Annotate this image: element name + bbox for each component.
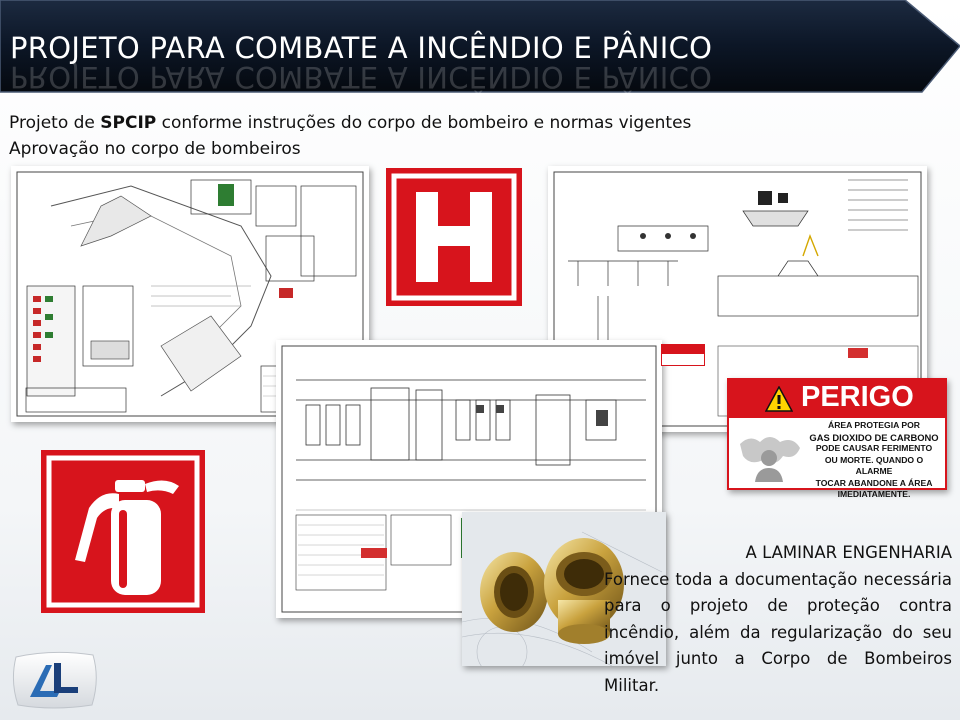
perigo-line: GAS DIOXIDO DE CARBONO — [809, 431, 939, 443]
logo-icon — [8, 647, 98, 712]
laminar-heading: A LAMINAR ENGENHARIA — [745, 543, 952, 562]
extinguisher-sign — [41, 450, 205, 613]
perigo-line: PODE CAUSAR FERIMENTO — [815, 443, 933, 453]
perigo-text — [807, 420, 941, 501]
perigo-header — [729, 380, 945, 418]
perigo-label: PERIGO — [801, 381, 914, 413]
intro-prefix: Projeto de — [9, 113, 101, 133]
intro-line-1 — [9, 113, 691, 133]
title-banner — [0, 0, 960, 98]
intro-spcip: SPCIP — [100, 113, 157, 133]
perigo-sign — [727, 378, 947, 499]
small-warning-tag — [661, 344, 705, 366]
perigo-line: ÁREA PROTEGIA POR — [828, 420, 920, 430]
perigo-line: OU MORTE. QUANDO O ALARME — [824, 454, 924, 476]
page-title-reflection: PROJETO PARA COMBATE A INCÊNDIO E PÂNICO — [10, 60, 713, 94]
warning-triangle-icon — [765, 386, 793, 412]
hydrant-h-icon — [386, 168, 522, 306]
hydrant-sign — [386, 168, 522, 306]
company-logo — [8, 647, 98, 712]
small-warning-tag-band — [662, 345, 704, 354]
laminar-body: Fornece toda a documentação necessária para o projeto de proteção contra incêndio, além da regularização do seu imóvel junto a Corpo de Bombeiros Militar. — [604, 569, 952, 695]
gas-person-icon — [735, 424, 805, 482]
intro-line-2: Aprovação no corpo de bombeiros — [9, 139, 301, 159]
perigo-line: TOCAR ABANDONE A ÁREA — [815, 477, 933, 488]
intro-suffix: conforme instruções do corpo de bombeiro e normas vigentes — [156, 113, 692, 133]
page-title: PROJETO PARA COMBATE A INCÊNDIO E PÂNICO — [10, 31, 713, 65]
fire-extinguisher-icon — [41, 450, 205, 613]
laminar-description — [604, 540, 952, 699]
perigo-line: IMEDIATAMENTE. — [837, 489, 911, 499]
